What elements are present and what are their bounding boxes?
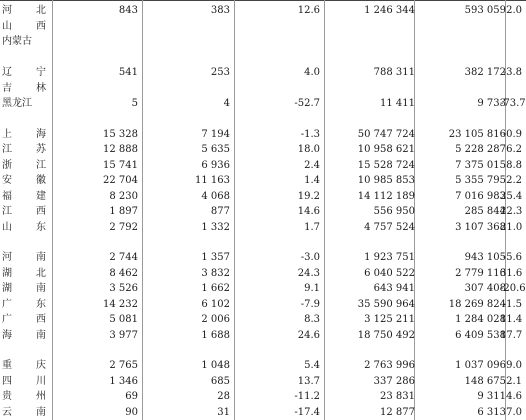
col-growth: 1.4 bbox=[304, 175, 320, 186]
table-top-border bbox=[0, 0, 526, 1]
col-count-2 bbox=[150, 81, 230, 96]
col-amount bbox=[330, 34, 415, 49]
col-count: 1 346 bbox=[109, 376, 138, 387]
col-count-2: 31 bbox=[217, 407, 230, 418]
col-amount-2 bbox=[420, 81, 506, 96]
col-amount: 12 877 bbox=[380, 407, 415, 418]
col-count-2: 6 102 bbox=[201, 299, 230, 310]
table-row bbox=[0, 19, 526, 34]
col-count: 15 328 bbox=[103, 129, 138, 140]
region-name: 安 徽 bbox=[2, 175, 46, 186]
col-count: 12 888 bbox=[103, 144, 138, 155]
col-amount-2: 23 105 816 bbox=[448, 129, 506, 140]
col-growth-2: -5.6 bbox=[502, 252, 522, 263]
col-growth: 13.7 bbox=[297, 376, 320, 387]
col-count: 5 bbox=[131, 98, 138, 109]
col-count-2: 1 048 bbox=[201, 360, 230, 371]
region-name: 辽 宁 bbox=[2, 67, 46, 78]
col-amount-2: 1 284 028 bbox=[455, 314, 506, 325]
col-count-2 bbox=[150, 19, 230, 34]
col-count: 3 977 bbox=[109, 330, 138, 341]
col-growth-2 bbox=[500, 81, 522, 96]
col-count-2: 4 068 bbox=[201, 191, 230, 202]
col-count: 14 232 bbox=[103, 299, 138, 310]
col-amount: 14 112 189 bbox=[357, 191, 415, 202]
col-amount-2: 9 311 bbox=[477, 391, 506, 402]
table-row bbox=[0, 250, 526, 265]
col-amount-2: 3 107 368 bbox=[455, 222, 506, 233]
col-amount: 15 528 724 bbox=[357, 160, 415, 171]
col-amount: 3 125 211 bbox=[364, 314, 415, 325]
col-growth: -11.2 bbox=[294, 391, 320, 402]
col-amount: 1 246 344 bbox=[364, 5, 415, 16]
region-name: 吉 林 bbox=[2, 83, 46, 94]
region-name: 四 川 bbox=[2, 376, 46, 387]
col-amount bbox=[330, 81, 415, 96]
col-growth-2: 25.4 bbox=[500, 191, 523, 202]
table-row bbox=[0, 358, 526, 373]
col-amount: 556 950 bbox=[373, 206, 415, 217]
col-amount-2: 18 269 824 bbox=[448, 299, 506, 310]
table-row bbox=[0, 127, 526, 142]
col-count: 1 897 bbox=[109, 206, 138, 217]
col-amount: 2 763 996 bbox=[364, 360, 415, 371]
table-row bbox=[0, 96, 526, 111]
col-amount-2: 593 059 bbox=[464, 5, 506, 16]
col-count-2: 383 bbox=[210, 5, 230, 16]
col-count-2: 4 bbox=[223, 98, 230, 109]
table-row bbox=[0, 389, 526, 404]
col-count: 2 765 bbox=[109, 360, 138, 371]
col-amount: 50 747 724 bbox=[357, 129, 415, 140]
col-count: 69 bbox=[125, 391, 138, 402]
col-count: 3 526 bbox=[109, 283, 138, 294]
col-growth: 24.3 bbox=[297, 268, 320, 279]
col-growth: 19.2 bbox=[297, 191, 320, 202]
col-amount-2: 943 105 bbox=[464, 252, 506, 263]
col-growth-2: -3.8 bbox=[502, 67, 522, 78]
col-amount-2: 285 844 bbox=[464, 206, 506, 217]
region-name: 贵 州 bbox=[2, 391, 46, 402]
table-row bbox=[0, 34, 526, 49]
col-count: 2 792 bbox=[109, 222, 138, 233]
col-amount-2: 5 228 287 bbox=[455, 144, 506, 155]
region-name: 海 南 bbox=[2, 330, 46, 341]
col-growth-2: 4.6 bbox=[506, 391, 522, 402]
col-growth bbox=[240, 34, 320, 49]
col-growth: 9.1 bbox=[304, 283, 320, 294]
region-name: 黑龙江 bbox=[2, 98, 32, 109]
col-amount-2: 307 408 bbox=[464, 283, 506, 294]
col-amount-2: 6 313 bbox=[477, 407, 506, 418]
col-growth: -1.3 bbox=[300, 129, 320, 140]
col-count bbox=[60, 34, 138, 49]
col-amount bbox=[330, 19, 415, 34]
col-count-2: 5 635 bbox=[201, 144, 230, 155]
region-name: 湖 北 bbox=[2, 268, 46, 279]
col-amount-2: 7 016 983 bbox=[455, 191, 506, 202]
col-growth bbox=[240, 19, 320, 34]
table-row bbox=[0, 266, 526, 281]
col-amount-2: 1 037 096 bbox=[455, 360, 506, 371]
col-amount-2 bbox=[420, 19, 506, 34]
col-amount: 11 411 bbox=[380, 98, 415, 109]
col-growth-2: 6.2 bbox=[506, 144, 522, 155]
col-count-2: 1 332 bbox=[201, 222, 230, 233]
col-amount: 1 923 751 bbox=[364, 252, 415, 263]
col-count: 5 081 bbox=[109, 314, 138, 325]
region-name: 湖 南 bbox=[2, 283, 46, 294]
col-amount: 4 757 524 bbox=[364, 222, 415, 233]
region-name: 江 西 bbox=[2, 206, 46, 217]
col-growth: -7.9 bbox=[300, 299, 320, 310]
table-row bbox=[0, 65, 526, 80]
col-amount-2: 6 409 538 bbox=[455, 330, 506, 341]
region-name: 内蒙古 bbox=[2, 36, 32, 47]
col-amount-2: 7 375 015 bbox=[455, 160, 506, 171]
table-row bbox=[0, 297, 526, 312]
col-count: 8 462 bbox=[109, 268, 138, 279]
col-amount: 337 286 bbox=[373, 376, 415, 387]
col-count-2: 3 832 bbox=[201, 268, 230, 279]
col-growth: 18.0 bbox=[297, 144, 320, 155]
col-count bbox=[60, 81, 138, 96]
col-growth-2 bbox=[500, 19, 522, 34]
col-count: 8 230 bbox=[109, 191, 138, 202]
col-amount-2: 2 779 116 bbox=[455, 268, 506, 279]
col-count-2: 7 194 bbox=[201, 129, 230, 140]
region-name: 广 东 bbox=[2, 299, 46, 310]
col-growth-2: -1.5 bbox=[502, 299, 522, 310]
region-name: 浙 江 bbox=[2, 160, 46, 171]
col-growth-2 bbox=[500, 34, 522, 49]
col-count bbox=[60, 19, 138, 34]
region-name: 江 苏 bbox=[2, 144, 46, 155]
col-growth: 5.4 bbox=[304, 360, 320, 371]
col-growth: -17.4 bbox=[294, 407, 320, 418]
col-growth: 12.6 bbox=[297, 5, 320, 16]
col-count: 90 bbox=[125, 407, 138, 418]
col-amount: 6 040 522 bbox=[364, 268, 415, 279]
col-growth-2: 22.3 bbox=[500, 206, 523, 217]
col-count-2 bbox=[150, 34, 230, 49]
region-name: 福 建 bbox=[2, 191, 46, 202]
col-count: 22 704 bbox=[103, 175, 138, 186]
col-count-2: 253 bbox=[210, 67, 230, 78]
col-count-2: 685 bbox=[210, 376, 230, 387]
col-growth: 1.7 bbox=[304, 222, 320, 233]
region-name: 河 南 bbox=[2, 252, 46, 263]
region-name: 山 东 bbox=[2, 222, 46, 233]
col-growth-2: 21.0 bbox=[500, 222, 523, 233]
table-row bbox=[0, 281, 526, 296]
col-count-2: 28 bbox=[217, 391, 230, 402]
region-name: 山 西 bbox=[2, 21, 46, 32]
col-growth: 24.6 bbox=[297, 330, 320, 341]
col-growth bbox=[240, 81, 320, 96]
region-name: 云 南 bbox=[2, 407, 46, 418]
col-growth-2: 7.0 bbox=[506, 407, 522, 418]
table-row bbox=[0, 81, 526, 96]
col-amount: 643 941 bbox=[373, 283, 415, 294]
col-growth-2: 31.6 bbox=[500, 268, 523, 279]
col-amount: 788 311 bbox=[373, 67, 415, 78]
col-amount: 10 985 853 bbox=[357, 175, 415, 186]
table-row bbox=[0, 374, 526, 389]
col-amount: 35 590 964 bbox=[357, 299, 415, 310]
col-growth-2: -20.6 bbox=[500, 283, 526, 294]
col-amount-2: 148 675 bbox=[464, 376, 506, 387]
region-name: 重 庆 bbox=[2, 360, 46, 371]
col-growth-2: 17.7 bbox=[500, 330, 523, 341]
table-row bbox=[0, 142, 526, 157]
col-growth: 4.0 bbox=[304, 67, 320, 78]
table-row bbox=[0, 158, 526, 173]
col-count-2: 877 bbox=[210, 206, 230, 217]
col-growth: 2.4 bbox=[304, 160, 320, 171]
col-growth-2: 2.2 bbox=[506, 175, 522, 186]
col-growth: -52.7 bbox=[294, 98, 320, 109]
table-row bbox=[0, 405, 526, 420]
col-growth-2: 8.8 bbox=[506, 160, 522, 171]
table-row bbox=[0, 189, 526, 204]
col-amount-2: 9 733 bbox=[477, 98, 506, 109]
col-count-2: 1 688 bbox=[201, 330, 230, 341]
col-amount-2: 5 355 795 bbox=[455, 175, 506, 186]
table-row bbox=[0, 204, 526, 219]
region-name: 上 海 bbox=[2, 129, 46, 140]
table-row bbox=[0, 3, 526, 18]
col-amount-2 bbox=[420, 34, 506, 49]
col-growth-2: 11.4 bbox=[500, 314, 523, 325]
col-count-2: 1 357 bbox=[201, 252, 230, 263]
table-row bbox=[0, 312, 526, 327]
col-growth: -3.0 bbox=[300, 252, 320, 263]
col-amount: 23 831 bbox=[380, 391, 415, 402]
region-name: 广 西 bbox=[2, 314, 46, 325]
col-growth-2: -0.9 bbox=[502, 129, 522, 140]
region-name: 河 北 bbox=[2, 5, 46, 16]
col-growth-2: -73.7 bbox=[500, 98, 526, 109]
table-row bbox=[0, 328, 526, 343]
col-amount: 18 750 492 bbox=[357, 330, 415, 341]
col-count: 15 741 bbox=[103, 160, 138, 171]
col-count-2: 11 163 bbox=[195, 175, 230, 186]
col-growth: 8.3 bbox=[304, 314, 320, 325]
table-row bbox=[0, 220, 526, 235]
col-growth: 14.6 bbox=[297, 206, 320, 217]
col-amount-2: 382 172 bbox=[464, 67, 506, 78]
col-growth-2: 2.0 bbox=[506, 5, 522, 16]
col-count: 541 bbox=[118, 67, 138, 78]
col-count: 2 744 bbox=[109, 252, 138, 263]
col-count-2: 1 662 bbox=[201, 283, 230, 294]
col-amount: 10 958 621 bbox=[357, 144, 415, 155]
col-count: 843 bbox=[118, 5, 138, 16]
col-growth-2: 2.1 bbox=[506, 376, 522, 387]
col-count-2: 2 006 bbox=[201, 314, 230, 325]
table-row bbox=[0, 173, 526, 188]
col-growth-2: 9.0 bbox=[506, 360, 522, 371]
col-count-2: 6 936 bbox=[201, 160, 230, 171]
